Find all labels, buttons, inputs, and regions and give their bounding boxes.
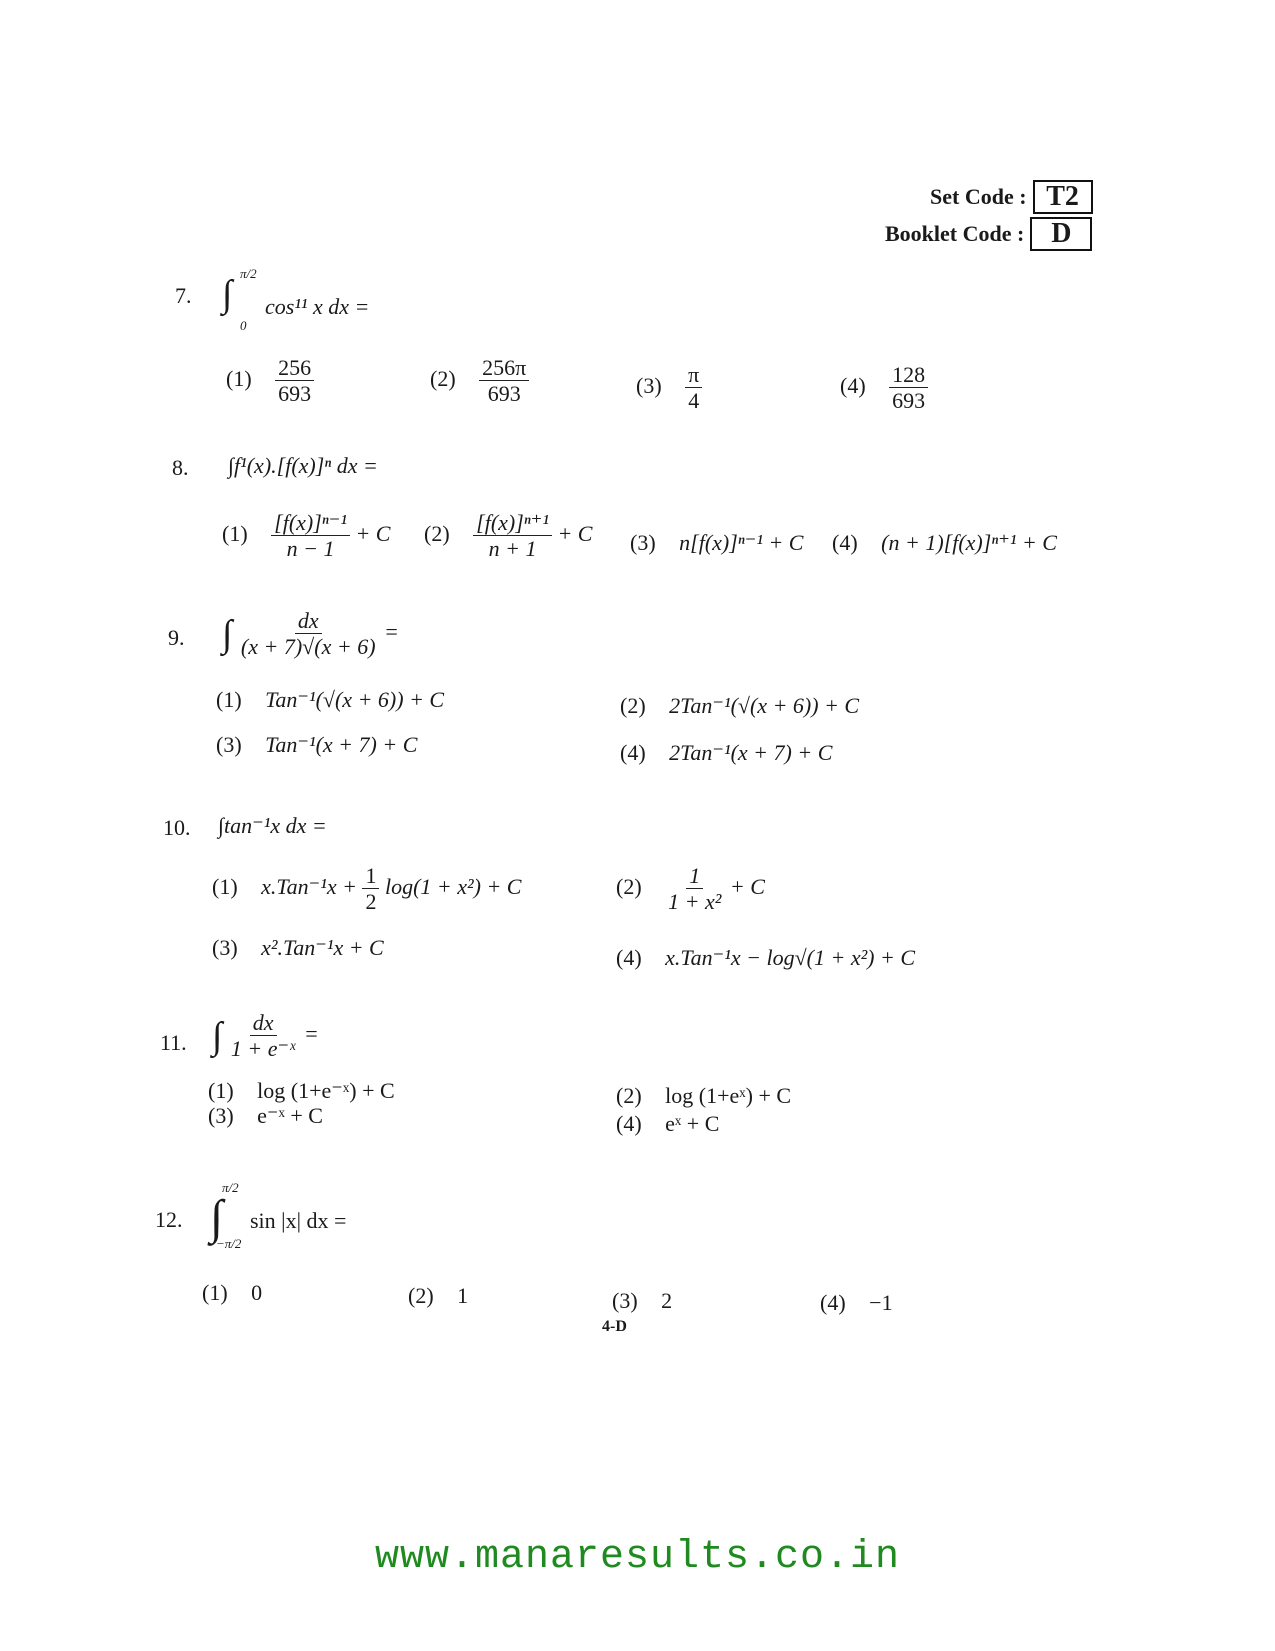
option-number: (4) bbox=[840, 372, 866, 398]
option bbox=[226, 355, 314, 407]
denominator: 693 bbox=[278, 381, 312, 407]
option-number: (3) bbox=[636, 372, 662, 398]
option-text: n[f(x)]ⁿ⁻¹ + C bbox=[679, 530, 804, 555]
numerator: 1 bbox=[686, 863, 703, 889]
question-expression bbox=[222, 608, 399, 660]
option bbox=[832, 530, 1057, 556]
booklet-code-value: D bbox=[1030, 217, 1092, 251]
option-text: log(1 + x²) + C bbox=[384, 873, 522, 899]
integral-sign: ∫ bbox=[212, 1014, 223, 1057]
option-text: x².Tan⁻¹x + C bbox=[261, 935, 384, 960]
page-code: 4-D bbox=[602, 1318, 627, 1335]
option-text: eˣ + C bbox=[665, 1111, 720, 1136]
numerator: 1 bbox=[362, 863, 379, 889]
upper-limit: π/2 bbox=[240, 266, 257, 281]
fraction bbox=[479, 355, 529, 407]
fraction bbox=[228, 1010, 298, 1062]
option-number: (2) bbox=[430, 365, 456, 391]
lower-limit: 0 bbox=[240, 318, 247, 333]
equals-sign: = bbox=[384, 618, 399, 644]
numerator: 256 bbox=[275, 355, 314, 381]
option-text: (n + 1)[f(x)]ⁿ⁺¹ + C bbox=[881, 530, 1057, 555]
constant-term: + C bbox=[355, 520, 391, 546]
denominator: n + 1 bbox=[488, 536, 537, 562]
option-number: (2) bbox=[620, 693, 646, 718]
numerator: dx bbox=[295, 608, 322, 634]
option bbox=[222, 510, 390, 562]
question-number: 12. bbox=[155, 1207, 183, 1232]
integral-sign: ∫ bbox=[222, 273, 233, 315]
option-text: −1 bbox=[869, 1290, 893, 1315]
option-text: log (1+eˣ) + C bbox=[665, 1083, 792, 1108]
option bbox=[616, 1083, 791, 1109]
fraction bbox=[889, 362, 928, 414]
question-expression: ∫f¹(x).[f(x)]ⁿ dx = bbox=[228, 453, 378, 478]
option-number: (1) bbox=[208, 1078, 234, 1103]
option-number: (4) bbox=[616, 1111, 642, 1136]
option-number: (2) bbox=[616, 1083, 642, 1108]
constant-term: + C bbox=[729, 873, 765, 899]
fraction bbox=[238, 608, 379, 660]
option bbox=[202, 1280, 262, 1306]
option-text: Tan⁻¹(x + 7) + C bbox=[265, 732, 418, 757]
numerator: 256π bbox=[479, 355, 529, 381]
set-code-row bbox=[930, 180, 1110, 214]
option-number: (2) bbox=[408, 1283, 434, 1308]
option bbox=[208, 1078, 395, 1104]
question-expression: ∫tan⁻¹x dx = bbox=[218, 813, 327, 838]
option bbox=[616, 1111, 719, 1137]
denominator: 2 bbox=[365, 889, 377, 915]
option bbox=[208, 1103, 323, 1129]
integral-sign: ∫ bbox=[222, 612, 233, 655]
option bbox=[616, 945, 915, 971]
option-number: (1) bbox=[222, 520, 248, 546]
option bbox=[620, 740, 832, 766]
option bbox=[612, 1288, 672, 1314]
option-text: 2Tan⁻¹(x + 7) + C bbox=[669, 740, 833, 765]
upper-limit: π/2 bbox=[222, 1180, 239, 1195]
option-text: 1 bbox=[457, 1283, 469, 1308]
option-number: (2) bbox=[616, 873, 642, 899]
option-number: (2) bbox=[424, 520, 450, 546]
denominator: 4 bbox=[688, 388, 700, 414]
option bbox=[430, 355, 529, 407]
constant-term: + C bbox=[557, 520, 593, 546]
numerator: 128 bbox=[889, 362, 928, 388]
option-text: 2 bbox=[661, 1288, 673, 1313]
option-text: 0 bbox=[251, 1280, 263, 1305]
denominator: n − 1 bbox=[286, 536, 335, 562]
option-text: 2Tan⁻¹(√(x + 6)) + C bbox=[669, 693, 860, 718]
option-number: (1) bbox=[226, 365, 252, 391]
option bbox=[212, 863, 521, 915]
option bbox=[820, 1290, 893, 1316]
integrand: sin |x| dx = bbox=[250, 1208, 347, 1233]
option bbox=[840, 362, 928, 414]
denominator: (x + 7)√(x + 6) bbox=[240, 634, 376, 660]
denominator: 1 + e⁻ˣ bbox=[230, 1036, 296, 1062]
option-text: log (1+e⁻ˣ) + C bbox=[257, 1078, 395, 1103]
option-text: e⁻ˣ + C bbox=[257, 1103, 323, 1128]
numerator: π bbox=[685, 362, 702, 388]
option-number: (3) bbox=[630, 530, 656, 555]
option-number: (1) bbox=[202, 1280, 228, 1305]
fraction bbox=[275, 355, 314, 407]
question-expression bbox=[212, 1010, 319, 1062]
booklet-code-row bbox=[885, 217, 1110, 251]
integral-sign: ∫ bbox=[210, 1191, 224, 1244]
option bbox=[212, 935, 384, 961]
lower-limit: −π/2 bbox=[216, 1236, 242, 1251]
option-text: x.Tan⁻¹x − log√(1 + x²) + C bbox=[665, 945, 916, 970]
set-code-label: Set Code : bbox=[930, 184, 1027, 209]
set-code-value: T2 bbox=[1033, 180, 1093, 214]
option-number: (4) bbox=[832, 530, 858, 555]
numerator: [f(x)]ⁿ⁻¹ bbox=[271, 510, 350, 536]
fraction bbox=[665, 863, 724, 915]
question-number: 8. bbox=[172, 455, 189, 480]
option-text: x.Tan⁻¹x + bbox=[261, 873, 357, 899]
denominator: 1 + x² bbox=[668, 889, 722, 915]
numerator: [f(x)]ⁿ⁺¹ bbox=[473, 510, 552, 536]
option-number: (4) bbox=[616, 945, 642, 970]
option-number: (3) bbox=[612, 1288, 638, 1313]
integrand: cos¹¹ x dx = bbox=[265, 294, 370, 319]
option-number: (3) bbox=[212, 935, 238, 960]
option bbox=[630, 530, 803, 556]
denominator: 693 bbox=[487, 381, 521, 407]
question-number: 11. bbox=[160, 1030, 187, 1055]
option-number: (3) bbox=[208, 1103, 234, 1128]
option-number: (3) bbox=[216, 732, 242, 757]
option-number: (4) bbox=[620, 740, 646, 765]
option bbox=[424, 510, 592, 562]
option bbox=[620, 693, 859, 719]
option bbox=[408, 1283, 468, 1309]
denominator: 693 bbox=[892, 388, 926, 414]
option bbox=[636, 362, 702, 414]
equals-sign: = bbox=[303, 1020, 319, 1046]
option-number: (4) bbox=[820, 1290, 846, 1315]
option-number: (1) bbox=[216, 687, 242, 712]
footer-url: www.manaresults.co.in bbox=[374, 1535, 901, 1580]
option bbox=[616, 863, 765, 915]
question-number: 10. bbox=[163, 815, 191, 840]
fraction bbox=[685, 362, 702, 414]
option bbox=[216, 687, 444, 713]
booklet-code-label: Booklet Code : bbox=[885, 221, 1025, 246]
numerator: dx bbox=[250, 1010, 277, 1036]
fraction bbox=[473, 510, 552, 562]
fraction bbox=[362, 863, 379, 915]
option bbox=[216, 732, 417, 758]
option-number: (1) bbox=[212, 873, 238, 899]
fraction bbox=[271, 510, 350, 562]
question-number: 7. bbox=[175, 283, 192, 308]
question-number: 9. bbox=[168, 625, 185, 650]
option-text: Tan⁻¹(√(x + 6)) + C bbox=[265, 687, 445, 712]
